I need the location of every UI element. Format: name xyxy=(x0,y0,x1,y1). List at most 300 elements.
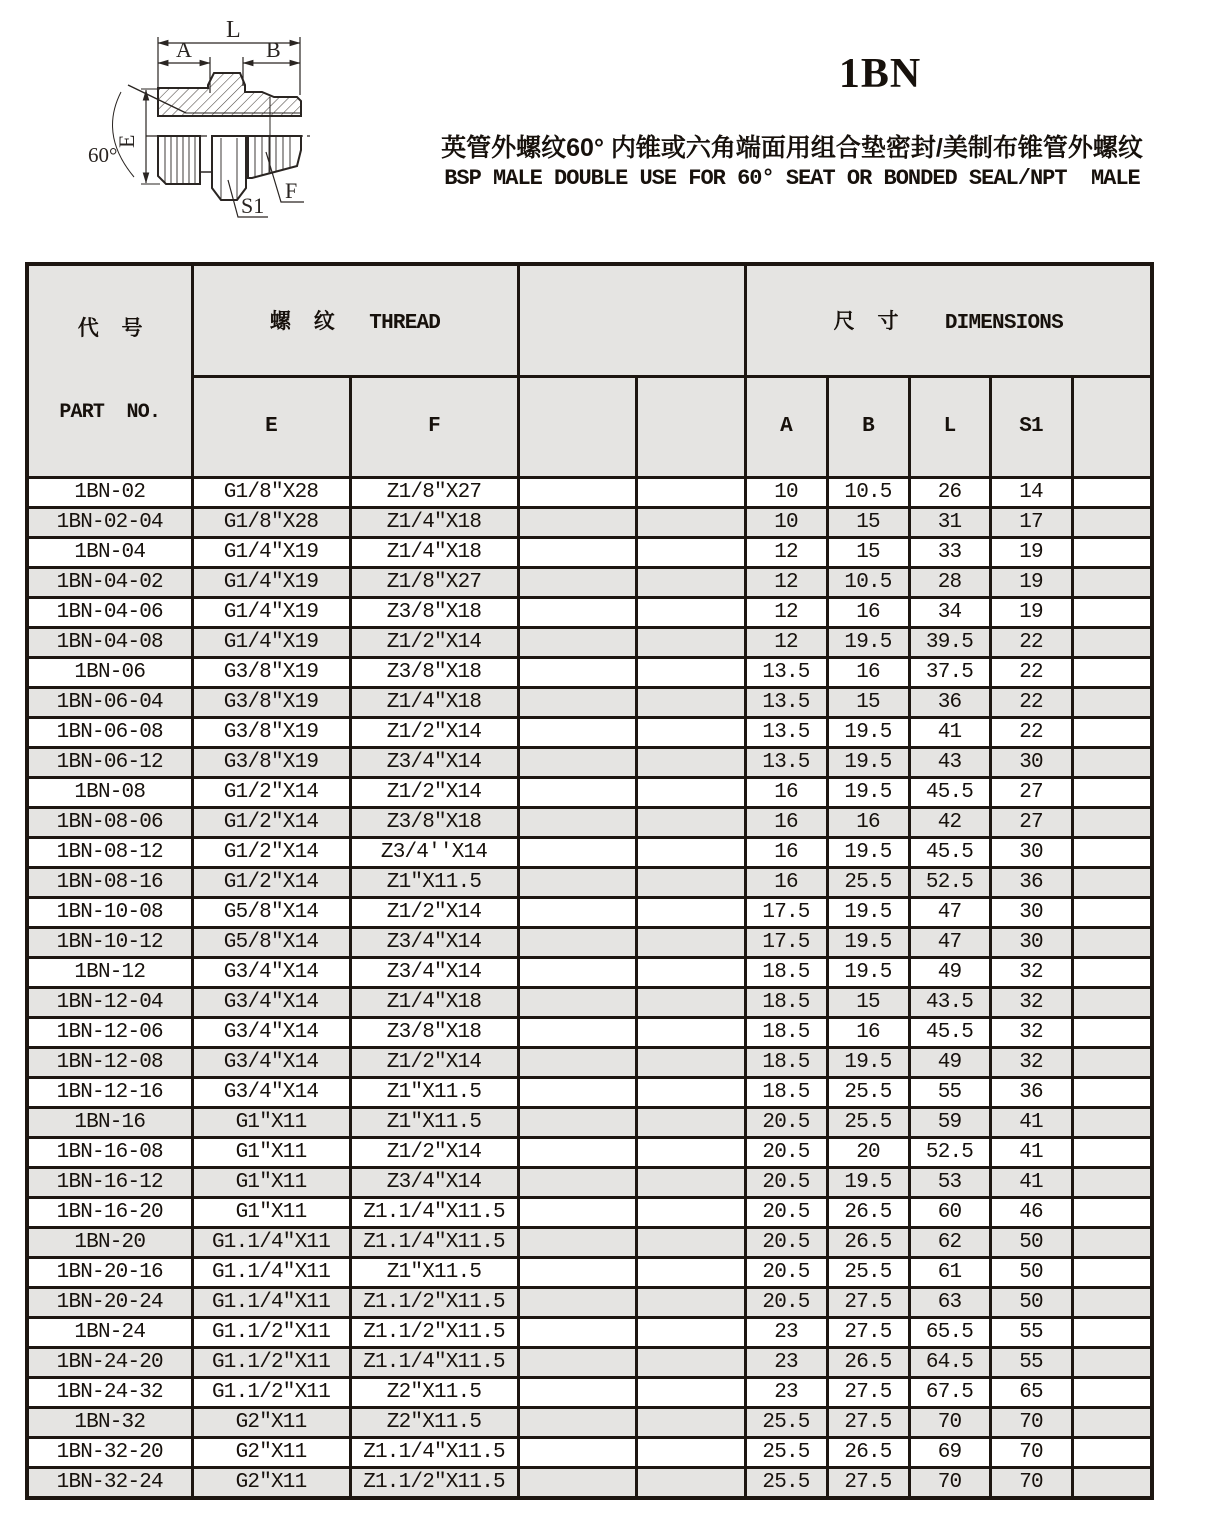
cell-f: Z3/8″X18 xyxy=(350,658,518,688)
cell-b: 19.5 xyxy=(827,628,909,658)
empty-cell xyxy=(1072,1048,1152,1078)
header-part-no-en: PART NO. xyxy=(59,401,161,424)
header-col-B: B xyxy=(827,376,909,477)
empty-cell xyxy=(636,478,745,508)
table-row xyxy=(27,658,1152,688)
cell-f: Z1/4″X18 xyxy=(350,538,518,568)
cell-b: 26.5 xyxy=(827,1228,909,1258)
cell-s1: 55 xyxy=(990,1318,1072,1348)
cell-b: 16 xyxy=(827,1018,909,1048)
empty-cell xyxy=(518,1258,636,1288)
cell-f: Z1.1/4″X11.5 xyxy=(350,1348,518,1378)
cell-part_no: 1BN-08 xyxy=(27,778,192,808)
cell-f: Z1″X11.5 xyxy=(350,1078,518,1108)
empty-cell xyxy=(1072,1078,1152,1108)
cell-s1: 30 xyxy=(990,838,1072,868)
cell-e: G1/2″X14 xyxy=(192,778,350,808)
cell-f: Z2″X11.5 xyxy=(350,1378,518,1408)
cell-f: Z1/2″X14 xyxy=(350,718,518,748)
table-row xyxy=(27,1408,1152,1438)
dim-label-F: F xyxy=(285,178,298,203)
cell-f: Z1.1/2″X11.5 xyxy=(350,1468,518,1498)
cell-b: 25.5 xyxy=(827,1108,909,1138)
cell-b: 20 xyxy=(827,1138,909,1168)
cell-e: G3/4″X14 xyxy=(192,1018,350,1048)
cell-part_no: 1BN-20-24 xyxy=(27,1288,192,1318)
cell-l: 55 xyxy=(909,1078,990,1108)
cell-a: 10 xyxy=(745,508,827,538)
cell-e: G3/4″X14 xyxy=(192,958,350,988)
empty-cell xyxy=(518,868,636,898)
cell-e: G3/8″X19 xyxy=(192,658,350,688)
cell-part_no: 1BN-06-12 xyxy=(27,748,192,778)
cell-e: G3/8″X19 xyxy=(192,748,350,778)
empty-cell xyxy=(518,898,636,928)
cell-e: G1/4″X19 xyxy=(192,628,350,658)
cell-l: 47 xyxy=(909,898,990,928)
cell-b: 25.5 xyxy=(827,868,909,898)
cell-e: G1/8″X28 xyxy=(192,478,350,508)
cell-b: 15 xyxy=(827,688,909,718)
cell-part_no: 1BN-32 xyxy=(27,1408,192,1438)
empty-cell xyxy=(518,778,636,808)
cell-e: G3/4″X14 xyxy=(192,988,350,1018)
cell-part_no: 1BN-10-08 xyxy=(27,898,192,928)
empty-cell xyxy=(518,538,636,568)
cell-b: 27.5 xyxy=(827,1318,909,1348)
cell-l: 34 xyxy=(909,598,990,628)
cell-e: G1″X11 xyxy=(192,1168,350,1198)
cell-part_no: 1BN-08-12 xyxy=(27,838,192,868)
cell-f: Z1″X11.5 xyxy=(350,1108,518,1138)
cell-b: 19.5 xyxy=(827,1048,909,1078)
cell-f: Z1″X11.5 xyxy=(350,868,518,898)
cell-a: 16 xyxy=(745,808,827,838)
empty-cell xyxy=(518,658,636,688)
npt-thread xyxy=(248,136,301,178)
empty-cell xyxy=(1072,1138,1152,1168)
cell-l: 49 xyxy=(909,1048,990,1078)
cell-part_no: 1BN-12-08 xyxy=(27,1048,192,1078)
empty-cell xyxy=(518,1108,636,1138)
cell-part_no: 1BN-02-04 xyxy=(27,508,192,538)
table-row xyxy=(27,838,1152,868)
empty-cell xyxy=(636,1228,745,1258)
empty-cell xyxy=(1072,1288,1152,1318)
cell-a: 25.5 xyxy=(745,1468,827,1498)
empty-cell xyxy=(518,508,636,538)
cell-l: 39.5 xyxy=(909,628,990,658)
empty-cell xyxy=(1072,958,1152,988)
dim-label-A: A xyxy=(176,37,192,62)
empty-cell xyxy=(1072,1348,1152,1378)
cell-s1: 22 xyxy=(990,688,1072,718)
header-blank-1 xyxy=(518,376,636,477)
header-thread: 螺 纹 THREAD xyxy=(192,264,518,376)
cell-s1: 30 xyxy=(990,898,1072,928)
cell-b: 27.5 xyxy=(827,1408,909,1438)
cell-l: 26 xyxy=(909,478,990,508)
empty-cell xyxy=(1072,1408,1152,1438)
cell-a: 20.5 xyxy=(745,1138,827,1168)
empty-cell xyxy=(636,808,745,838)
cell-s1: 50 xyxy=(990,1228,1072,1258)
empty-cell xyxy=(518,568,636,598)
cell-l: 49 xyxy=(909,958,990,988)
cell-a: 10 xyxy=(745,478,827,508)
empty-cell xyxy=(636,1108,745,1138)
cell-e: G1.1/2″X11 xyxy=(192,1348,350,1378)
empty-cell xyxy=(636,1318,745,1348)
cell-f: Z3/4″X14 xyxy=(350,958,518,988)
cell-l: 36 xyxy=(909,688,990,718)
cell-b: 26.5 xyxy=(827,1348,909,1378)
empty-cell xyxy=(1072,508,1152,538)
spec-table xyxy=(25,262,1154,1500)
table-row xyxy=(27,688,1152,718)
cell-l: 52.5 xyxy=(909,1138,990,1168)
cell-s1: 50 xyxy=(990,1288,1072,1318)
cell-a: 13.5 xyxy=(745,688,827,718)
empty-cell xyxy=(1072,1468,1152,1498)
empty-cell xyxy=(1072,1258,1152,1288)
empty-cell xyxy=(636,1468,745,1498)
empty-cell xyxy=(636,658,745,688)
cell-a: 12 xyxy=(745,628,827,658)
empty-cell xyxy=(518,988,636,1018)
table-row xyxy=(27,1438,1152,1468)
cell-s1: 19 xyxy=(990,538,1072,568)
cell-e: G1/4″X19 xyxy=(192,598,350,628)
cell-b: 16 xyxy=(827,808,909,838)
table-row xyxy=(27,718,1152,748)
cell-f: Z1/2″X14 xyxy=(350,1048,518,1078)
cell-f: Z1.1/4″X11.5 xyxy=(350,1228,518,1258)
cell-f: Z1″X11.5 xyxy=(350,1258,518,1288)
cell-e: G1.1/4″X11 xyxy=(192,1228,350,1258)
empty-cell xyxy=(636,1018,745,1048)
cell-f: Z1/2″X14 xyxy=(350,628,518,658)
cell-part_no: 1BN-20-16 xyxy=(27,1258,192,1288)
cell-part_no: 1BN-10-12 xyxy=(27,928,192,958)
dim-label-E: E xyxy=(114,134,139,148)
header-col-S1: S1 xyxy=(990,376,1072,477)
cell-a: 12 xyxy=(745,538,827,568)
cell-a: 18.5 xyxy=(745,1048,827,1078)
table-row xyxy=(27,1288,1152,1318)
empty-cell xyxy=(1072,928,1152,958)
empty-cell xyxy=(636,958,745,988)
cell-part_no: 1BN-12-04 xyxy=(27,988,192,1018)
empty-cell xyxy=(1072,1108,1152,1138)
dim-label-S1: S1 xyxy=(241,193,265,218)
empty-cell xyxy=(636,988,745,1018)
cell-e: G1/2″X14 xyxy=(192,838,350,868)
empty-cell xyxy=(518,1228,636,1258)
cell-a: 25.5 xyxy=(745,1438,827,1468)
cell-a: 20.5 xyxy=(745,1258,827,1288)
cell-b: 19.5 xyxy=(827,748,909,778)
cell-s1: 32 xyxy=(990,958,1072,988)
empty-cell xyxy=(1072,898,1152,928)
cell-s1: 32 xyxy=(990,1048,1072,1078)
table-row xyxy=(27,868,1152,898)
empty-cell xyxy=(636,1348,745,1378)
empty-cell xyxy=(636,1438,745,1468)
empty-cell xyxy=(518,478,636,508)
empty-cell xyxy=(636,1168,745,1198)
cell-b: 19.5 xyxy=(827,1168,909,1198)
cell-f: Z1/2″X14 xyxy=(350,898,518,928)
cell-part_no: 1BN-12 xyxy=(27,958,192,988)
empty-cell xyxy=(518,928,636,958)
cell-part_no: 1BN-16-20 xyxy=(27,1198,192,1228)
cell-b: 26.5 xyxy=(827,1438,909,1468)
empty-cell xyxy=(1072,688,1152,718)
header-blank-3 xyxy=(1072,376,1152,477)
cell-l: 45.5 xyxy=(909,778,990,808)
empty-cell xyxy=(1072,1378,1152,1408)
cell-part_no: 1BN-08-06 xyxy=(27,808,192,838)
cell-l: 59 xyxy=(909,1108,990,1138)
cell-b: 15 xyxy=(827,538,909,568)
empty-cell xyxy=(636,1408,745,1438)
cell-e: G1″X11 xyxy=(192,1198,350,1228)
cell-part_no: 1BN-16 xyxy=(27,1108,192,1138)
table-row xyxy=(27,538,1152,568)
cell-s1: 65 xyxy=(990,1378,1072,1408)
cell-s1: 36 xyxy=(990,1078,1072,1108)
table-row xyxy=(27,1228,1152,1258)
cell-f: Z1.1/4″X11.5 xyxy=(350,1438,518,1468)
cell-s1: 36 xyxy=(990,868,1072,898)
cell-a: 12 xyxy=(745,598,827,628)
empty-cell xyxy=(1072,1018,1152,1048)
cell-l: 53 xyxy=(909,1168,990,1198)
page-title: 1BN xyxy=(838,51,922,97)
empty-cell xyxy=(1072,478,1152,508)
cell-s1: 55 xyxy=(990,1348,1072,1378)
cell-f: Z3/8″X18 xyxy=(350,1018,518,1048)
empty-cell xyxy=(636,1198,745,1228)
cell-a: 25.5 xyxy=(745,1408,827,1438)
cell-s1: 22 xyxy=(990,718,1072,748)
table-row xyxy=(27,1048,1152,1078)
cell-a: 12 xyxy=(745,568,827,598)
table-row xyxy=(27,898,1152,928)
cell-l: 42 xyxy=(909,808,990,838)
cell-part_no: 1BN-06-04 xyxy=(27,688,192,718)
cell-a: 23 xyxy=(745,1318,827,1348)
cell-a: 18.5 xyxy=(745,988,827,1018)
cell-l: 41 xyxy=(909,718,990,748)
empty-cell xyxy=(518,838,636,868)
cell-s1: 19 xyxy=(990,598,1072,628)
empty-cell xyxy=(1072,598,1152,628)
cell-s1: 41 xyxy=(990,1108,1072,1138)
cell-l: 47 xyxy=(909,928,990,958)
cell-a: 23 xyxy=(745,1348,827,1378)
table-row xyxy=(27,628,1152,658)
cell-part_no: 1BN-24-20 xyxy=(27,1348,192,1378)
cell-f: Z2″X11.5 xyxy=(350,1408,518,1438)
cell-a: 16 xyxy=(745,778,827,808)
empty-cell xyxy=(636,928,745,958)
table-row xyxy=(27,508,1152,538)
header-col-L: L xyxy=(909,376,990,477)
cell-s1: 50 xyxy=(990,1258,1072,1288)
cell-a: 18.5 xyxy=(745,1078,827,1108)
cell-s1: 32 xyxy=(990,988,1072,1018)
cell-s1: 30 xyxy=(990,928,1072,958)
cell-b: 19.5 xyxy=(827,898,909,928)
cell-s1: 41 xyxy=(990,1138,1072,1168)
cell-e: G2″X11 xyxy=(192,1408,350,1438)
technical-drawing xyxy=(0,0,420,240)
cell-l: 64.5 xyxy=(909,1348,990,1378)
cell-s1: 70 xyxy=(990,1468,1072,1498)
cell-part_no: 1BN-16-08 xyxy=(27,1138,192,1168)
table-row xyxy=(27,568,1152,598)
empty-cell xyxy=(1072,988,1152,1018)
empty-cell xyxy=(1072,538,1152,568)
cell-b: 19.5 xyxy=(827,958,909,988)
empty-cell xyxy=(518,628,636,658)
cell-l: 37.5 xyxy=(909,658,990,688)
cell-l: 31 xyxy=(909,508,990,538)
cell-e: G2″X11 xyxy=(192,1468,350,1498)
empty-cell xyxy=(1072,1228,1152,1258)
cell-e: G1/2″X14 xyxy=(192,868,350,898)
cell-b: 10.5 xyxy=(827,478,909,508)
cell-part_no: 1BN-12-16 xyxy=(27,1078,192,1108)
empty-cell xyxy=(518,1018,636,1048)
cell-l: 65.5 xyxy=(909,1318,990,1348)
cell-a: 23 xyxy=(745,1378,827,1408)
empty-cell xyxy=(518,1168,636,1198)
cell-s1: 46 xyxy=(990,1198,1072,1228)
table-row xyxy=(27,1168,1152,1198)
cell-part_no: 1BN-20 xyxy=(27,1228,192,1258)
table-row xyxy=(27,1198,1152,1228)
cell-f: Z1/2″X14 xyxy=(350,1138,518,1168)
cell-a: 17.5 xyxy=(745,898,827,928)
cell-l: 69 xyxy=(909,1438,990,1468)
cell-s1: 14 xyxy=(990,478,1072,508)
cell-part_no: 1BN-04-02 xyxy=(27,568,192,598)
cell-s1: 70 xyxy=(990,1408,1072,1438)
empty-cell xyxy=(636,598,745,628)
dim-label-B: B xyxy=(266,37,281,62)
cell-a: 20.5 xyxy=(745,1108,827,1138)
cell-part_no: 1BN-04 xyxy=(27,538,192,568)
cell-f: Z1.1/4″X11.5 xyxy=(350,1198,518,1228)
cell-e: G1/4″X19 xyxy=(192,568,350,598)
cell-b: 25.5 xyxy=(827,1078,909,1108)
empty-cell xyxy=(518,1468,636,1498)
cell-b: 27.5 xyxy=(827,1378,909,1408)
cell-part_no: 1BN-04-08 xyxy=(27,628,192,658)
cell-part_no: 1BN-06-08 xyxy=(27,718,192,748)
cell-a: 20.5 xyxy=(745,1288,827,1318)
empty-cell xyxy=(518,1438,636,1468)
cell-f: Z3/4''X14 xyxy=(350,838,518,868)
cell-l: 63 xyxy=(909,1288,990,1318)
empty-cell xyxy=(1072,718,1152,748)
header-part-no xyxy=(27,264,192,478)
empty-cell xyxy=(1072,568,1152,598)
cell-f: Z1/8″X27 xyxy=(350,568,518,598)
cell-f: Z1.1/2″X11.5 xyxy=(350,1318,518,1348)
cell-part_no: 1BN-04-06 xyxy=(27,598,192,628)
cell-f: Z1/2″X14 xyxy=(350,778,518,808)
empty-cell xyxy=(518,718,636,748)
cell-a: 13.5 xyxy=(745,658,827,688)
empty-cell xyxy=(636,718,745,748)
empty-cell xyxy=(636,538,745,568)
header-part-no-cn: 代 号 xyxy=(77,319,142,342)
empty-cell xyxy=(1072,808,1152,838)
cell-b: 27.5 xyxy=(827,1468,909,1498)
table-row xyxy=(27,988,1152,1018)
cell-a: 18.5 xyxy=(745,1018,827,1048)
table-row xyxy=(27,1258,1152,1288)
cell-e: G2″X11 xyxy=(192,1438,350,1468)
cell-e: G1/8″X28 xyxy=(192,508,350,538)
header-col-F: F xyxy=(350,376,518,477)
cell-b: 27.5 xyxy=(827,1288,909,1318)
table-row xyxy=(27,928,1152,958)
cell-l: 33 xyxy=(909,538,990,568)
cell-f: Z3/4″X14 xyxy=(350,748,518,778)
cell-l: 52.5 xyxy=(909,868,990,898)
table-row xyxy=(27,958,1152,988)
cell-e: G1/4″X19 xyxy=(192,538,350,568)
cell-b: 16 xyxy=(827,598,909,628)
empty-cell xyxy=(636,1288,745,1318)
empty-cell xyxy=(636,568,745,598)
empty-cell xyxy=(1072,628,1152,658)
empty-cell xyxy=(518,748,636,778)
empty-cell xyxy=(518,1198,636,1228)
cell-f: Z3/8″X18 xyxy=(350,808,518,838)
cell-f: Z3/4″X14 xyxy=(350,1168,518,1198)
empty-cell xyxy=(1072,658,1152,688)
cell-b: 15 xyxy=(827,988,909,1018)
cell-a: 18.5 xyxy=(745,958,827,988)
table-row xyxy=(27,808,1152,838)
cell-part_no: 1BN-24 xyxy=(27,1318,192,1348)
cell-e: G1.1/4″X11 xyxy=(192,1258,350,1288)
cell-a: 13.5 xyxy=(745,718,827,748)
header-blank-2 xyxy=(636,376,745,477)
bsp-thread xyxy=(158,136,200,184)
cell-s1: 19 xyxy=(990,568,1072,598)
empty-cell xyxy=(518,1348,636,1378)
header-col-E: E xyxy=(192,376,350,477)
table-row xyxy=(27,778,1152,808)
cell-a: 17.5 xyxy=(745,928,827,958)
cell-l: 70 xyxy=(909,1408,990,1438)
cell-s1: 32 xyxy=(990,1018,1072,1048)
cell-e: G5/8″X14 xyxy=(192,928,350,958)
table-row xyxy=(27,598,1152,628)
cell-l: 70 xyxy=(909,1468,990,1498)
cell-a: 16 xyxy=(745,838,827,868)
empty-cell xyxy=(1072,868,1152,898)
empty-cell xyxy=(636,898,745,928)
empty-cell xyxy=(1072,1438,1152,1468)
